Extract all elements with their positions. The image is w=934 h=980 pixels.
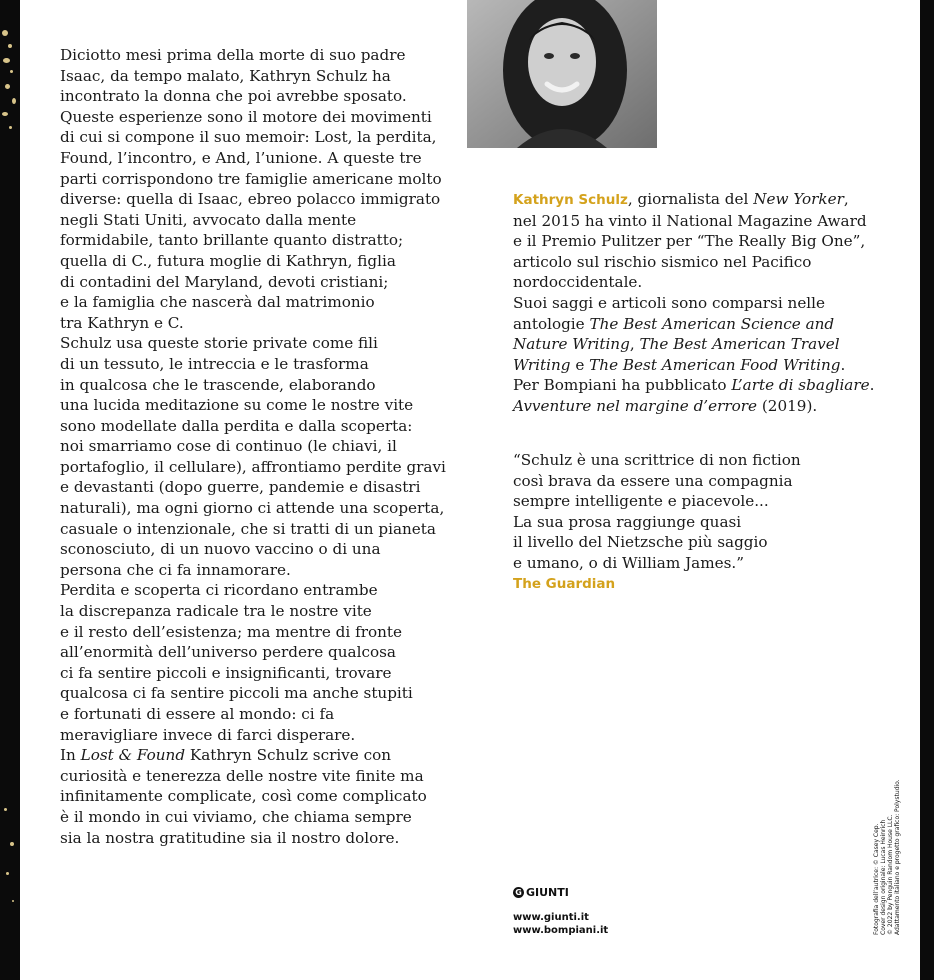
publisher-logo [513,886,608,899]
author-bio [513,189,873,417]
description-line: infinitamente complicate, così come complicato [60,787,427,806]
author-name: Kathryn Schulz [513,192,628,208]
description-line: ci fa sentire piccoli e insignificanti, trovare [60,663,392,682]
book-description [60,45,446,848]
left-edge-strip [0,0,20,980]
description-line: tra Kathryn e C. [60,313,184,332]
gold-speck [8,44,12,48]
description-line: e fortunati di essere al mondo: ci fa [60,705,335,723]
description-line: noi smarriamo cose di continuo (le chiavi, il [60,437,397,456]
bio-text: . [840,355,846,374]
quote-line: così brava da essere una compagnia [513,471,793,490]
credit-line: Fotografia dell’autrice: © Casey Cep. [873,823,880,935]
quote-line: “Schulz è una scrittrice di non fiction [513,451,801,469]
giunti-logo-icon: G [513,887,524,898]
anthology-title: The Best American Food Writing [589,355,841,374]
quote-line: sempre intelligente e piacevole... [513,492,769,511]
credit-line: © 2022 by Penguin Random House LLC. [887,814,894,935]
description-line: persona che ci fa innamorare. [60,560,291,579]
description-line: Isaac, da tempo malato, Kathryn Schulz ha [60,66,391,85]
anthology-title: The Best American Science and [589,314,835,333]
giunti-url-link[interactable]: www.giunti.it [513,912,589,923]
description-line: e la famiglia che nascerà dal matrimonio [60,293,375,312]
description-line: Schulz usa queste storie private come fili [60,334,378,353]
description-line: in qualcosa che le trascende, elaborando [60,375,376,394]
anthology-title: Writing [513,355,571,374]
description-line: Perdita e scoperta ci ricordano entrambe [60,581,378,600]
anthology-title: Nature Writing [513,335,630,354]
book-subtitle: Avventure nel margine d’errore [513,396,758,415]
press-quote [513,450,873,594]
description-line: di cui si compone il suo memoir: Lost, la perdita, [60,128,437,147]
description-line [60,745,430,766]
description-line: e il resto dell’esistenza; ma mentre di fronte [60,622,402,641]
bio-text: e [570,355,590,374]
bio-line [513,355,873,376]
book-title: Lost & Found [80,746,186,765]
description-line: di un tessuto, le intreccia e le trasforma [60,354,369,373]
description-text: In [60,746,81,765]
bio-text: Per Bompiani ha pubblicato [513,376,732,395]
gold-speck [9,126,12,129]
description-line: all’enormità dell’universo perdere qualcosa [60,643,396,662]
bio-text: , giornalista del [627,190,754,208]
bio-line: Suoi saggi e articoli sono comparsi nelle [513,293,826,312]
anthology-title: The Best American Travel [639,335,840,354]
description-line: sconosciuto, di un nuovo vaccino o di una [60,540,381,559]
gold-speck [12,98,16,104]
gold-speck [10,70,13,73]
description-text: Kathryn Schulz scrive con [185,746,392,765]
description-line: di contadini del Maryland, devoti cristiani; [60,272,389,291]
quote-source: The Guardian [513,575,616,592]
quote-line: e umano, o di William James.” [513,553,744,572]
gold-speck [2,30,8,36]
description-line: casuale o intenzionale, che si tratti di un pianeta [60,519,436,538]
description-line: portafoglio, il cellulare), affrontiamo perdite gravi [60,457,446,476]
publisher-block [513,886,608,937]
gold-speck [10,842,14,846]
description-line: parti corrispondono tre famiglie americane molto [60,169,442,188]
bio-text: antologie [513,314,590,333]
bio-line [513,314,873,335]
description-line: Found, l’incontro, e And, l’unione. A queste tre [60,148,422,167]
description-line: la discrepanza radicale tra le nostre vite [60,602,372,621]
description-line: diverse: quella di Isaac, ebreo polacco immigrato [60,190,441,209]
quote-line: il livello del Nietzsche più saggio [513,533,768,552]
author-portrait-image [467,0,657,148]
description-line: Diciotto mesi prima della morte di suo padre [60,46,406,64]
bio-line: e il Premio Pulitzer per “The Really Big One”, [513,232,866,251]
bio-line [513,375,873,396]
gold-speck [3,58,10,63]
bio-line: nordoccidentale. [513,273,643,292]
gold-speck [6,872,9,875]
publisher-urls [513,911,608,937]
description-line: una lucida meditazione su come le nostre vite [60,396,414,415]
right-edge-strip [920,0,934,980]
quote-line: La sua prosa raggiunge quasi [513,512,742,531]
gold-speck [4,808,7,811]
book-title: L’arte di sbagliare [731,376,870,395]
bio-line [513,396,873,417]
bompiani-url-link[interactable]: www.bompiani.it [513,925,609,936]
bio-line [513,334,873,355]
description-line: qualcosa ci fa sentire piccoli ma anche stupiti [60,684,413,703]
gold-speck [5,84,10,89]
description-line: meravigliare invece di farci disperare. [60,725,356,744]
magazine-title: New Yorker [753,190,844,208]
description-line: negli Stati Uniti, avvocato dalla mente [60,210,357,229]
description-line: curiosità e tenerezza delle nostre vite finite ma [60,766,424,785]
credits-vertical [873,779,901,935]
description-line: formidabile, tanto brillante quanto distratto; [60,231,404,250]
bio-line: nel 2015 ha vinto il National Magazine Award [513,211,867,230]
gold-speck [12,900,14,902]
description-line: quella di C., futura moglie di Kathryn, figlia [60,251,396,270]
description-line: e devastanti (dopo guerre, pandemie e disastri [60,478,421,497]
description-line: è il mondo in cui viviamo, che chiama sempre [60,807,412,826]
publisher-name: GIUNTI [526,886,569,899]
author-photo [467,0,657,148]
credit-line: Cover design originale: Lucas Heinrich [880,819,887,935]
bio-line: articolo sul rischio sismico nel Pacifico [513,252,812,271]
description-line: Queste esperienze sono il motore dei movimenti [60,107,432,126]
bio-text: , [843,190,849,208]
description-line: naturali), ma ogni giorno ci attende una scoperta, [60,499,445,518]
gold-speck [2,112,8,116]
description-line: sia la nostra gratitudine sia il nostro dolore. [60,828,400,847]
description-line: sono modellate dalla perdita e dalla scoperta: [60,416,413,435]
description-line: incontrato la donna che poi avrebbe sposato. [60,87,407,106]
bio-text: . [869,376,875,395]
bio-text: (2019). [757,396,818,415]
bio-text: , [629,335,640,354]
bio-line [513,189,873,211]
credit-line: Adattamento italiano e progetto grafico: Polystudio. [894,779,901,935]
